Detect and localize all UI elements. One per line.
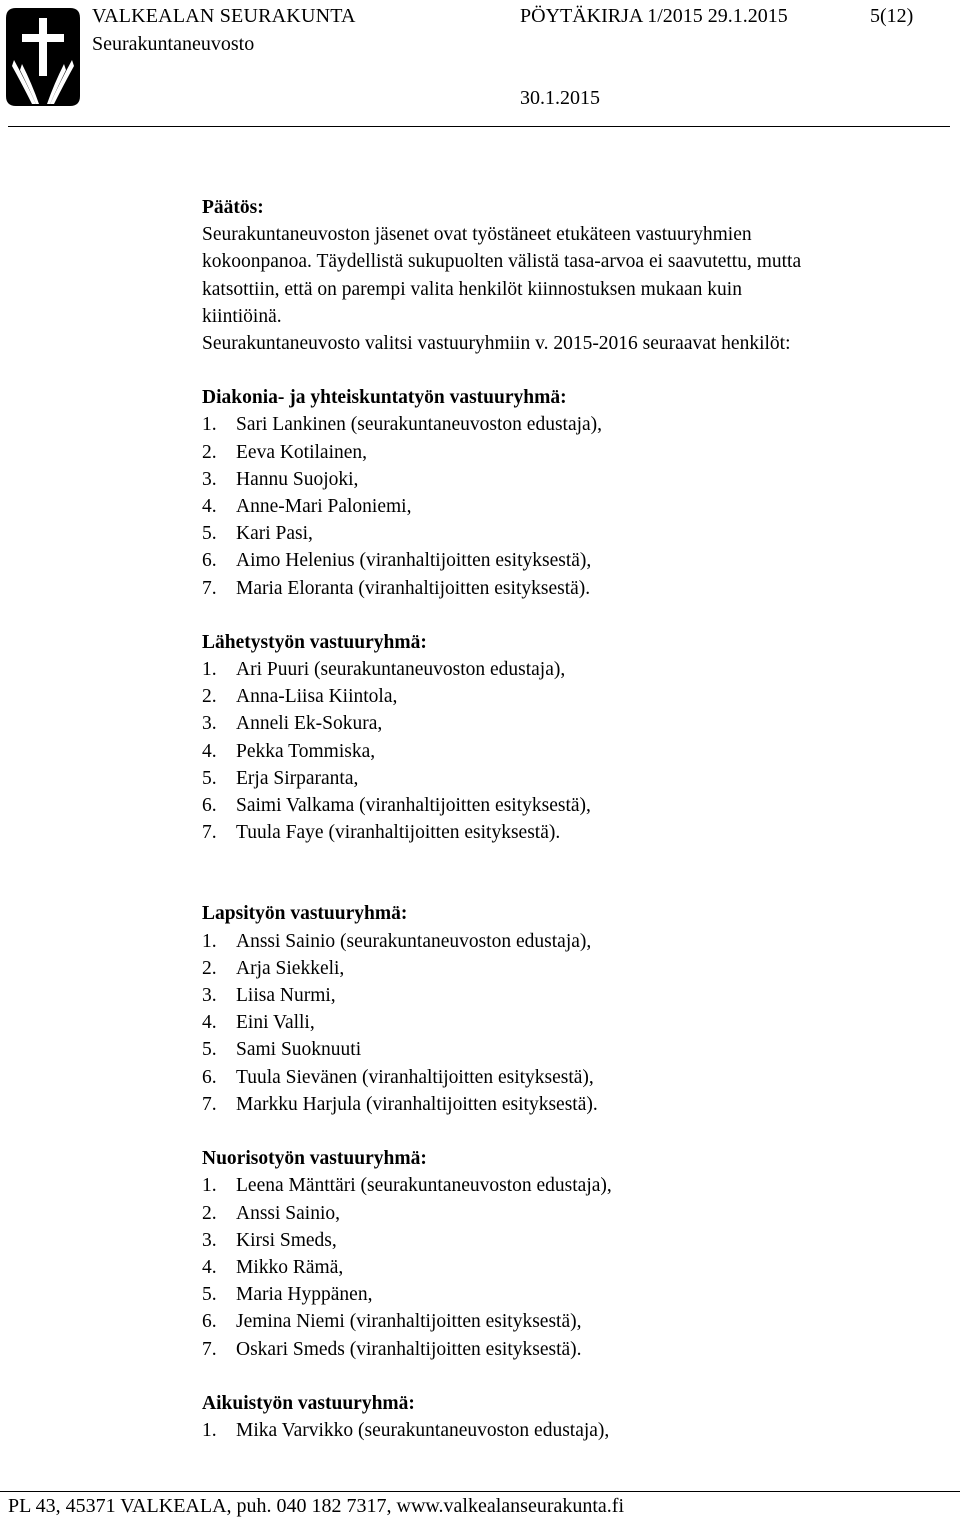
group-members-nuorisotyo <box>202 1172 942 1362</box>
list-item: 7. Maria Eloranta (viranhaltijoitten esityksestä). <box>202 577 591 599</box>
header-document-ref: PÖYTÄKIRJA 1/2015 29.1.2015 <box>520 5 788 27</box>
footer-contact: PL 43, 45371 VALKEALA, puh. 040 182 7317, www.valkealanseurakunta.fi <box>8 1495 625 1517</box>
list-item: 1. Sari Lankinen (seurakuntaneuvoston edustaja), <box>202 414 603 436</box>
group-members-lahetystyo <box>202 656 942 846</box>
church-cross-logo-icon <box>6 8 80 106</box>
list-item: 4. Pekka Tommiska, <box>202 740 376 762</box>
document-body <box>202 194 942 1444</box>
list-item: 5. Erja Sirparanta, <box>202 767 359 789</box>
decision-line: Seurakuntaneuvosto valitsi vastuuryhmiin v. 2015-2016 seuraavat henkilöt: <box>202 333 791 355</box>
group-title-lapsityo: Lapsityön vastuuryhmä: <box>202 903 408 925</box>
list-item: 2. Eeva Kotilainen, <box>202 441 368 463</box>
list-item: 2. Anssi Sainio, <box>202 1202 341 1224</box>
header-body-name: Seurakuntaneuvosto <box>92 33 255 55</box>
group-members-aikuistyo <box>202 1417 942 1444</box>
decision-label: Päätös: <box>202 197 264 218</box>
list-item: 3. Liisa Nurmi, <box>202 985 336 1007</box>
list-item: 1. Ari Puuri (seurakuntaneuvoston edustaja), <box>202 659 566 681</box>
group-title-lahetystyo: Lähetystyön vastuuryhmä: <box>202 631 427 653</box>
list-item: 6. Saimi Valkama (viranhaltijoitten esityksestä), <box>202 795 591 817</box>
footer-divider <box>0 1491 960 1492</box>
list-item: 5. Maria Hyppänen, <box>202 1284 373 1306</box>
list-item: 4. Mikko Rämä, <box>202 1256 344 1278</box>
header-organization: VALKEALAN SEURAKUNTA <box>92 5 356 27</box>
list-item: 2. Anna-Liisa Kiintola, <box>202 686 398 708</box>
list-item: 4. Anne-Mari Paloniemi, <box>202 496 412 518</box>
list-item: 5. Kari Pasi, <box>202 523 313 545</box>
header-divider <box>8 126 950 127</box>
group-title-aikuistyo: Aikuistyön vastuuryhmä: <box>202 1392 415 1414</box>
decision-line: kokoonpanoa. Täydellistä sukupuolten välistä tasa-arvoa ei saavutettu, mutta <box>202 251 802 273</box>
list-item: 7. Markku Harjula (viranhaltijoitten esityksestä). <box>202 1093 598 1115</box>
list-item: 2. Arja Siekkeli, <box>202 957 345 979</box>
header-page-number: 5(12) <box>870 5 914 27</box>
group-title-diakonia: Diakonia- ja yhteiskuntatyön vastuuryhmä: <box>202 387 567 409</box>
group-title-nuorisotyo: Nuorisotyön vastuuryhmä: <box>202 1148 427 1170</box>
decision-line: katsottiin, että on parempi valita henkilöt kiinnostuksen mukaan kuin <box>202 278 742 300</box>
list-item: 6. Aimo Helenius (viranhaltijoitten esityksestä), <box>202 550 592 572</box>
list-item: 4. Eini Valli, <box>202 1012 315 1034</box>
list-item: 5. Sami Suoknuuti <box>202 1039 362 1061</box>
list-item: 3. Kirsi Smeds, <box>202 1229 337 1251</box>
list-item: 1. Anssi Sainio (seurakuntaneuvoston edustaja), <box>202 930 592 952</box>
group-members-diakonia <box>202 411 942 601</box>
list-item: 6. Jemina Niemi (viranhaltijoitten esityksestä), <box>202 1311 582 1333</box>
list-item: 7. Oskari Smeds (viranhaltijoitten esityksestä). <box>202 1338 582 1360</box>
header-secondary-date: 30.1.2015 <box>520 87 600 109</box>
list-item: 7. Tuula Faye (viranhaltijoitten esityksestä). <box>202 822 561 844</box>
list-item: 6. Tuula Sievänen (viranhaltijoitten esityksestä), <box>202 1066 594 1088</box>
decision-line: kiintiöinä. <box>202 305 282 327</box>
decision-line: Seurakuntaneuvoston jäsenet ovat työstäneet etukäteen vastuuryhmien <box>202 224 752 246</box>
list-item: 3. Anneli Ek-Sokura, <box>202 713 383 735</box>
list-item: 1. Mika Varvikko (seurakuntaneuvoston edustaja), <box>202 1419 610 1441</box>
list-item: 1. Leena Mänttäri (seurakuntaneuvoston edustaja), <box>202 1175 612 1197</box>
list-item: 3. Hannu Suojoki, <box>202 468 359 490</box>
group-members-lapsityo <box>202 928 942 1118</box>
